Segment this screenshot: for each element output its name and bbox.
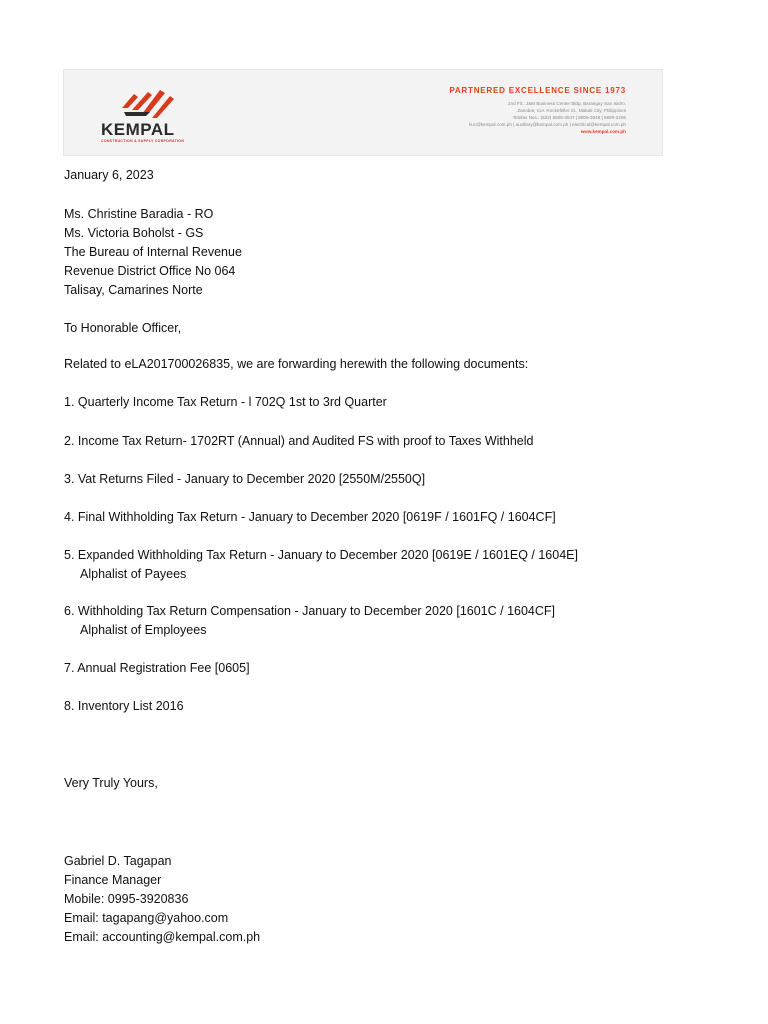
- document-list-item: 7. Annual Registration Fee [0605]: [64, 661, 250, 675]
- closing-line: Very Truly Yours,: [64, 776, 158, 790]
- signatory-title: Finance Manager: [64, 873, 162, 887]
- document-list-item: 6. Withholding Tax Return Compensation - January to December 2020 [1601C / 1604CF]: [64, 604, 556, 618]
- salutation: To Honorable Officer,: [64, 321, 182, 335]
- letterhead-banner: [63, 69, 663, 156]
- tagline: PARTNERED EXCELLENCE SINCE 1973: [449, 86, 626, 95]
- phone-line: Telefax Nos.: (632) 8806-3047 | 8806-3048 | 8899-3206: [512, 115, 626, 120]
- document-list-item: 5. Expanded Withholding Tax Return - January to December 2020 [0619E / 1601EQ / 1604E]: [64, 548, 578, 562]
- document-list-subitem: Alphalist of Payees: [80, 567, 187, 581]
- intro-paragraph: Related to eLA201700026835, we are forwarding herewith the following documents:: [64, 357, 529, 371]
- company-subtitle: CONSTRUCTION & SUPPLY CORPORATION: [101, 139, 185, 143]
- document-list-item: 2. Income Tax Return- 1702RT (Annual) and Audited FS with proof to Taxes Withheld: [64, 434, 534, 448]
- document-list-item: 4. Final Withholding Tax Return - January to December 2020 [0619F / 1601FQ / 1604CF]: [64, 510, 556, 524]
- recipient-line: Ms. Victoria Boholst - GS: [64, 226, 204, 240]
- recipient-line: Ms. Christine Baradia - RO: [64, 207, 214, 221]
- document-list-item: 1. Quarterly Income Tax Return - l 702Q 1st to 3rd Quarter: [64, 395, 387, 409]
- letter-date: January 6, 2023: [64, 168, 154, 182]
- company-logo-text: KEMPAL: [101, 120, 175, 139]
- document-list-item: 3. Vat Returns Filed - January to December 2020 [2550M/2550Q]: [64, 472, 426, 486]
- signatory-name: Gabriel D. Tagapan: [64, 854, 172, 868]
- signatory-email: Email: tagapang@yahoo.com: [64, 911, 229, 925]
- website-link[interactable]: www.kempal.com.ph: [580, 129, 626, 134]
- recipient-line: Revenue District Office No 064: [64, 264, 236, 278]
- kempal-logo-icon: [120, 88, 174, 124]
- document-list-item: 8. Inventory List 2016: [64, 699, 184, 713]
- address-line: Zanobar, Cor. Rockefeller St., Makati City, Philippines: [517, 108, 626, 113]
- signatory-email: Email: accounting@kempal.com.ph: [64, 930, 261, 944]
- signatory-mobile: Mobile: 0995-3920836: [64, 892, 189, 906]
- recipient-line: Talisay, Camarines Norte: [64, 283, 203, 297]
- recipient-line: The Bureau of Internal Revenue: [64, 245, 242, 259]
- document-list-subitem: Alphalist of Employees: [80, 623, 207, 637]
- email-line: kuc@kempal.com.ph | auxiliary@kempal.com.ph | electrical@kempal.com.ph: [468, 122, 626, 127]
- address-line: 2nd Flr., J&M Business Center Bldg. Barangay San Isidro,: [508, 101, 626, 106]
